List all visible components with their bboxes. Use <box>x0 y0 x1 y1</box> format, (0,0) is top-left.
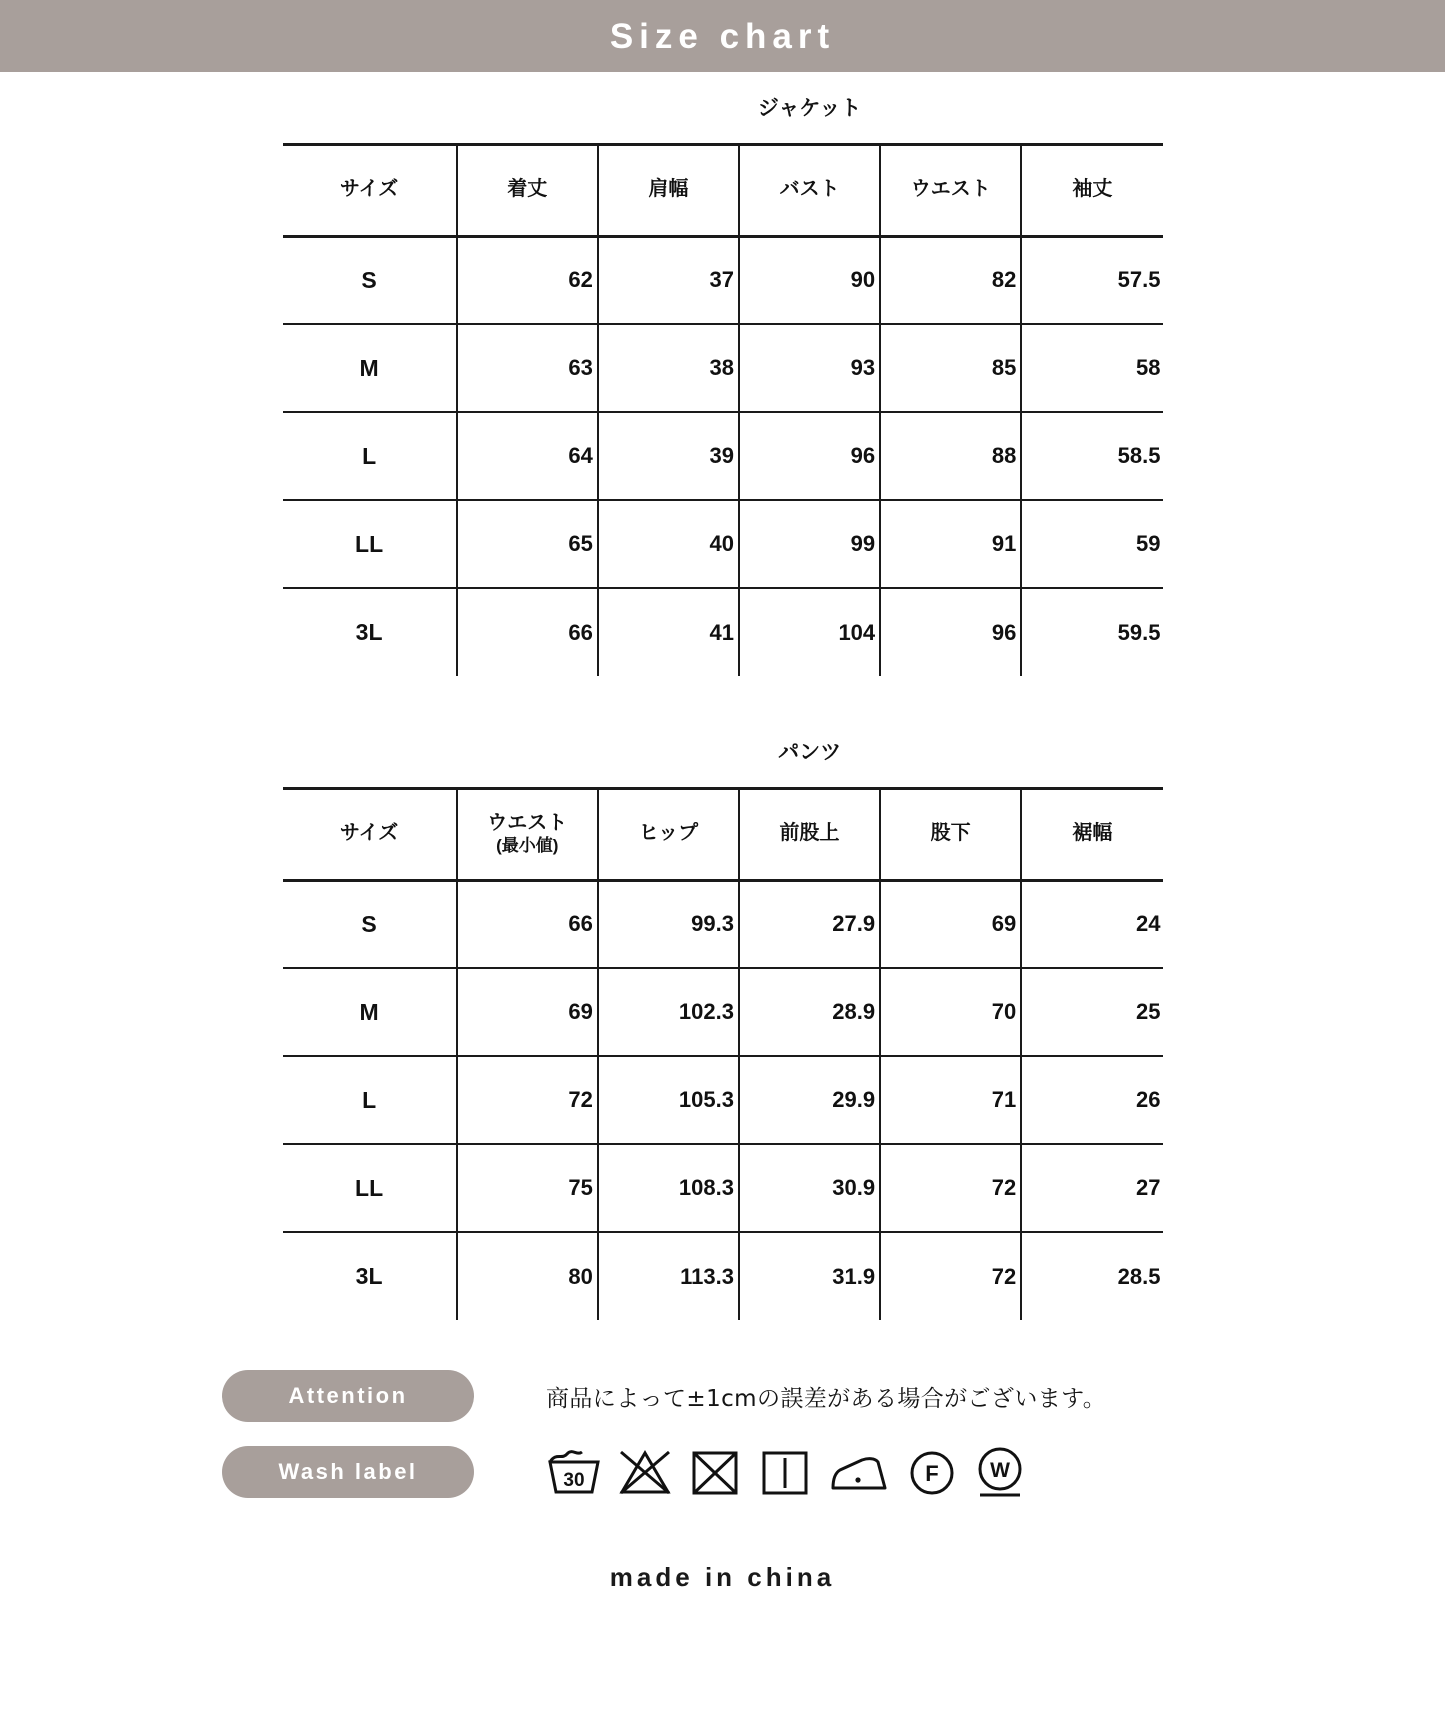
pants-cell-waist: 75 <box>457 1144 598 1232</box>
pants-group-label: パンツ <box>778 741 842 765</box>
table-row <box>283 1056 1163 1144</box>
wash-label-row <box>222 1444 1445 1500</box>
pants-col-header-waist <box>457 788 598 880</box>
pants-row-size: LL <box>283 1144 457 1232</box>
jacket-cell-waist: 96 <box>880 588 1021 676</box>
page-title: Size chart <box>609 16 836 56</box>
pants-group-title-row <box>283 716 1163 788</box>
pants-row-size: S <box>283 880 457 968</box>
jacket-cell-bust: 96 <box>739 412 880 500</box>
pants-cell-hem-width: 24 <box>1021 880 1162 968</box>
pants-col-header-front-rise: 前股上 <box>739 788 880 880</box>
jacket-row-size: L <box>283 412 457 500</box>
jacket-cell-sleeve: 57.5 <box>1021 236 1162 324</box>
jacket-cell-waist: 82 <box>880 236 1021 324</box>
jacket-cell-bust: 104 <box>739 588 880 676</box>
pants-cell-inseam: 71 <box>880 1056 1021 1144</box>
table-row <box>283 500 1163 588</box>
table-row <box>283 324 1163 412</box>
table-row <box>283 236 1163 324</box>
pants-row-size: 3L <box>283 1232 457 1320</box>
pants-cell-hip: 113.3 <box>598 1232 739 1320</box>
pants-cell-hip: 99.3 <box>598 880 739 968</box>
pants-cell-waist: 66 <box>457 880 598 968</box>
jacket-col-header-waist: ウエスト <box>880 144 1021 236</box>
jacket-cell-waist: 85 <box>880 324 1021 412</box>
pants-cell-front-rise: 30.9 <box>739 1144 880 1232</box>
bottom-spacer <box>0 1320 1445 1370</box>
jacket-cell-sleeve: 58 <box>1021 324 1162 412</box>
pants-row-size: M <box>283 968 457 1056</box>
jacket-row-size: S <box>283 236 457 324</box>
pants-cell-hip: 108.3 <box>598 1144 739 1232</box>
attention-row <box>222 1370 1445 1422</box>
attention-badge: Attention <box>222 1370 474 1422</box>
pants-cell-hip: 102.3 <box>598 968 739 1056</box>
washtub-30-icon <box>546 1446 602 1498</box>
pants-row-size: L <box>283 1056 457 1144</box>
jacket-cell-bust: 90 <box>739 236 880 324</box>
pants-cell-hem-width: 28.5 <box>1117 1263 1161 1289</box>
made-in-label: made in china <box>609 1562 836 1592</box>
pants-col-header-inseam: 股下 <box>880 788 1021 880</box>
pants-table-wrapper <box>0 716 1445 1320</box>
jacket-cell-shoulder: 41 <box>598 588 739 676</box>
jacket-cell-sleeve: 58.5 <box>1021 412 1162 500</box>
pants-group-blank-cell <box>283 716 457 788</box>
jacket-cell-shoulder: 38 <box>598 324 739 412</box>
svg-text:W: W <box>990 1459 1010 1482</box>
jacket-header-row <box>283 144 1163 236</box>
jacket-cell-length: 63 <box>457 324 598 412</box>
jacket-cell-sleeve: 59.5 <box>1117 619 1161 645</box>
jacket-cell-shoulder: 37 <box>598 236 739 324</box>
table-row <box>283 880 1163 968</box>
jacket-cell-length: 64 <box>457 412 598 500</box>
pants-cell-inseam: 69 <box>880 880 1021 968</box>
wash-label-badge: Wash label <box>222 1446 474 1498</box>
pants-col-header-waist-main: ウエスト <box>487 812 568 835</box>
pants-cell-waist: 69 <box>457 968 598 1056</box>
svg-text:30: 30 <box>563 1470 585 1491</box>
pants-cell-hem-width: 25 <box>1021 968 1162 1056</box>
wetclean-w-icon <box>974 1444 1026 1500</box>
table-row <box>283 588 1163 676</box>
iron-low-icon <box>828 1446 890 1498</box>
pants-cell-hem-width: 26 <box>1021 1056 1162 1144</box>
pants-cell-front-rise: 27.9 <box>739 880 880 968</box>
jacket-cell-waist: 88 <box>880 412 1021 500</box>
info-section <box>0 1370 1445 1500</box>
no-bleach-triangle-icon <box>618 1446 672 1498</box>
pants-cell-inseam: 72 <box>880 1144 1021 1232</box>
pants-cell-hip: 105.3 <box>598 1056 739 1144</box>
pants-cell-inseam: 70 <box>880 968 1021 1056</box>
jacket-cell-bust: 99 <box>739 500 880 588</box>
no-tumble-dry-icon <box>688 1446 742 1498</box>
jacket-table-wrapper <box>0 72 1445 676</box>
pants-cell-waist: 80 <box>457 1232 598 1320</box>
svg-text:F: F <box>925 1461 939 1486</box>
jacket-cell-length: 65 <box>457 500 598 588</box>
table-row <box>283 412 1163 500</box>
jacket-cell-bust: 93 <box>739 324 880 412</box>
pants-col-header-hem-width: 裾幅 <box>1021 788 1162 880</box>
jacket-cell-sleeve: 59 <box>1021 500 1162 588</box>
jacket-cell-length: 62 <box>457 236 598 324</box>
jacket-col-header-size: サイズ <box>283 144 457 236</box>
line-dry-icon <box>758 1446 812 1498</box>
jacket-cell-length: 66 <box>457 588 598 676</box>
jacket-row-size: M <box>283 324 457 412</box>
jacket-col-header-shoulder: 肩幅 <box>598 144 739 236</box>
attention-text: 商品によって±1cmの誤差がある場合がございます。 <box>546 1385 1107 1412</box>
jacket-group-label: ジャケット <box>757 97 862 121</box>
pants-col-header-size: サイズ <box>283 788 457 880</box>
jacket-size-table <box>283 72 1163 676</box>
pants-cell-inseam: 72 <box>880 1232 1021 1320</box>
pants-cell-front-rise: 28.9 <box>739 968 880 1056</box>
table-row <box>283 1144 1163 1232</box>
jacket-col-header-length: 着丈 <box>457 144 598 236</box>
table-row <box>283 968 1163 1056</box>
jacket-cell-shoulder: 40 <box>598 500 739 588</box>
pants-cell-front-rise: 29.9 <box>739 1056 880 1144</box>
pants-cell-hem-width: 27 <box>1021 1144 1162 1232</box>
jacket-row-size: 3L <box>283 588 457 676</box>
jacket-row-size: LL <box>283 500 457 588</box>
page-header-banner <box>0 0 1445 72</box>
pants-cell-waist: 72 <box>457 1056 598 1144</box>
jacket-cell-shoulder: 39 <box>598 412 739 500</box>
jacket-cell-waist: 91 <box>880 500 1021 588</box>
pants-size-table <box>283 716 1163 1320</box>
jacket-group-blank-cell <box>283 72 457 144</box>
table-row <box>283 1232 1163 1320</box>
table-spacer <box>0 676 1445 716</box>
pants-col-header-hip: ヒップ <box>598 788 739 880</box>
pants-cell-front-rise: 31.9 <box>739 1232 880 1320</box>
jacket-group-title-row <box>283 72 1163 144</box>
pants-header-row <box>283 788 1163 880</box>
pants-col-header-waist-sub: (最小値) <box>496 835 559 855</box>
wash-symbol-list <box>546 1444 1026 1500</box>
jacket-col-header-sleeve: 袖丈 <box>1021 144 1162 236</box>
jacket-col-header-bust: バスト <box>739 144 880 236</box>
dryclean-f-icon <box>906 1446 958 1498</box>
